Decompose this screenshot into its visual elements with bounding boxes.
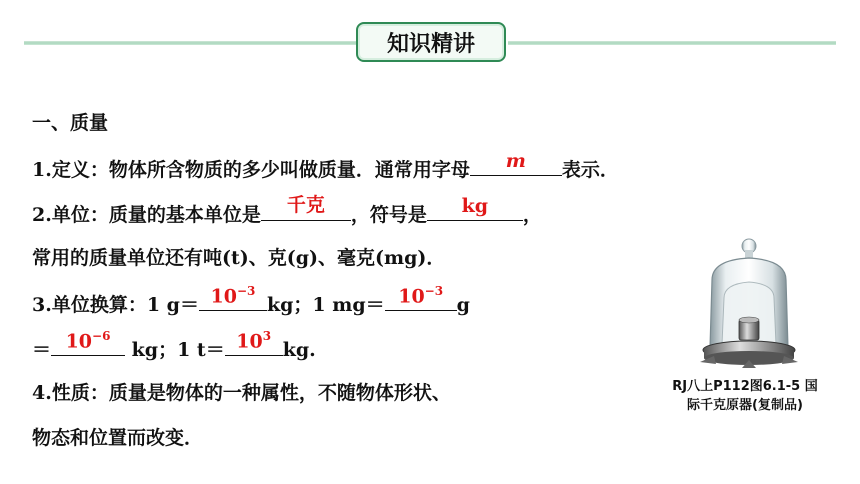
conversion-mid1: kg；1 mg＝ (266, 294, 385, 316)
definition-text: 1.定义：物体所含物质的多少叫做质量．通常用字母 (32, 159, 470, 181)
answer-mg-to-g-exp: −3 (424, 283, 444, 298)
conversion-suffix: kg. (282, 339, 316, 361)
answer-t-to-kg-base: 10 (236, 330, 263, 352)
answer-mg-to-g-base: 10 (398, 285, 425, 307)
answer-mg-to-kg-exp: −6 (92, 328, 111, 343)
blank-g-to-kg (199, 283, 267, 311)
item-property-line1: 4.性质：质量是物体的一种属性，不随物体形状、 (32, 382, 451, 404)
answer-mg-to-kg-base: 10 (65, 330, 93, 352)
answer-g-to-kg (199, 284, 267, 307)
answer-t-to-kg (225, 329, 283, 352)
header-rule-right (508, 41, 836, 45)
answer-g-to-kg-exp: −3 (236, 283, 256, 298)
blank-unit-symbol (427, 195, 523, 221)
item-conversion (32, 283, 470, 317)
blank-unit (261, 194, 351, 221)
blank-mg-to-g (385, 283, 457, 311)
conversion-mid3: kg；1 t＝ (125, 339, 225, 361)
unit-text: 2.单位：质量的基本单位是 (32, 204, 261, 226)
blank-symbol (470, 150, 562, 176)
item-unit-line2: 常用的质量单位还有吨(t)、克(g)、毫克(mg)． (32, 247, 446, 269)
answer-mg-to-g (385, 284, 457, 307)
figure-caption-line1: RJ八上P112图6.1-5 国 (672, 379, 818, 394)
answer-g-to-kg-base: 10 (210, 285, 237, 307)
answer-unit-symbol: kg (461, 195, 489, 217)
unit-mid: ，符号是 (350, 204, 427, 226)
answer-mg-to-kg (51, 329, 125, 352)
blank-mg-to-kg (51, 328, 125, 356)
unit-suffix: ， (522, 204, 542, 226)
kilogram-prototype-image (690, 236, 808, 374)
definition-suffix: 表示． (561, 159, 619, 181)
item-conversion-line2 (32, 328, 316, 362)
item-unit (32, 194, 542, 227)
section-header-title: 知识精讲 (386, 31, 475, 57)
section-header-badge (356, 22, 506, 62)
answer-unit-kilogram: 千克 (286, 194, 325, 216)
heading-mass: 一、质量 (32, 112, 109, 134)
answer-symbol-m: m (505, 150, 526, 172)
item-property-line2: 物态和位置而改变． (32, 427, 204, 449)
figure-caption (640, 377, 850, 415)
conversion-text: 3.单位换算：1 g＝ (32, 294, 199, 316)
conversion-mid2: g (456, 294, 470, 316)
conversion-eq: ＝ (32, 339, 52, 361)
figure-caption-line2: 际千克原器(复制品) (687, 398, 803, 413)
header-rule-left (24, 41, 356, 45)
blank-t-to-kg (225, 328, 283, 356)
answer-t-to-kg-exp: 3 (262, 328, 272, 343)
item-definition (32, 150, 619, 182)
